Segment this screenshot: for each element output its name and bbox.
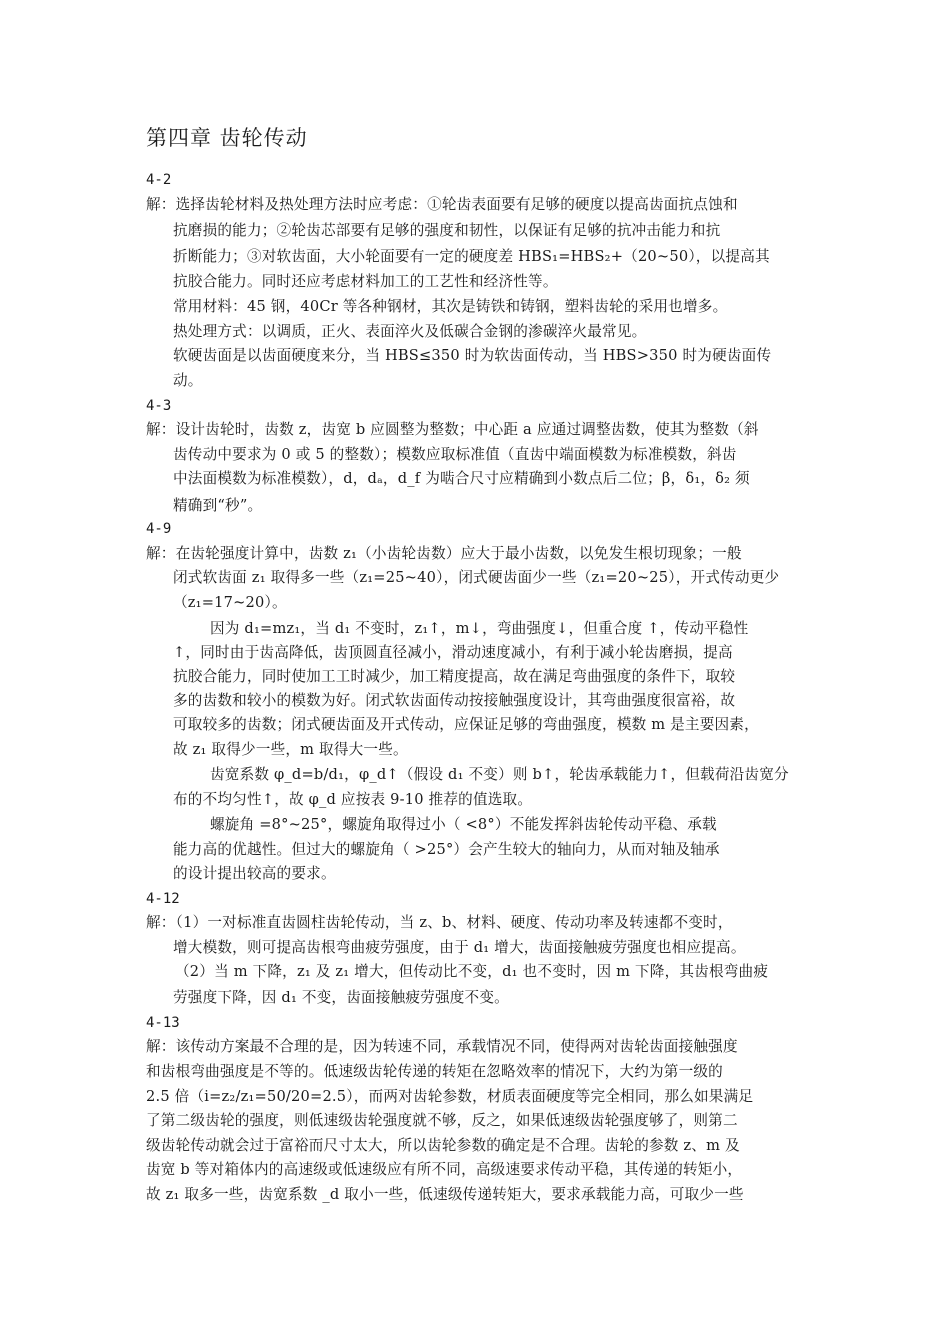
text-line: 齿宽 b 等对箱体内的高速级或低速级应有所不同，高级速要求传动平稳，其传递的转矩小， bbox=[146, 1161, 743, 1178]
text-line: 抗磨损的能力；②轮齿芯部要有足够的强度和韧性，以保证有足够的抗冲击能力和抗 bbox=[173, 222, 721, 239]
text-line: （2）当 m 下降，z₁ 及 z₁ 增大，但传动比不变，d₁ 也不变时，因 m 下降，其齿根弯曲疲 bbox=[175, 963, 769, 980]
text-line: 软硬齿面是以齿面硬度来分，当 HBS≤350 时为软齿面传动，当 HBS>350 时为硬齿面传 bbox=[173, 347, 772, 364]
text-line: 了第二级齿轮的强度，则低速级齿轮强度就不够，反之，如果低速级齿轮强度够了，则第二 bbox=[146, 1112, 738, 1129]
text-line: 故 z₁ 取多一些，齿宽系数 _d 取小一些，低速级传递转矩大，要求承载能力高，可取少一些 bbox=[146, 1186, 744, 1203]
text-line: 折断能力；③对软齿面，大小轮面要有一定的硬度差 HBS₁=HBS₂+（20~50），以提高其 bbox=[173, 248, 770, 265]
text-line: 解：选择齿轮材料及热处理方法时应考虑：①轮齿表面要有足够的硬度以提高齿面抗点蚀和 bbox=[146, 196, 738, 213]
text-line: 精确到“秒”。 bbox=[173, 497, 263, 514]
text-line: ↑，同时由于齿高降低，齿顶圆直径减小，滑动速度减小，有利于减小轮齿磨损，提高 bbox=[173, 644, 733, 661]
text-line: 齿传动中要求为 0 或 5 的整数）；模数应取标准值（直齿中端面模数为标准模数，斜齿 bbox=[173, 446, 737, 463]
text-line: 动。 bbox=[173, 372, 203, 389]
section-number: 4-12 bbox=[146, 891, 180, 907]
text-line: 抗胶合能力。同时还应考虑材料加工的工艺性和经济性等。 bbox=[173, 273, 558, 290]
section-number: 4-2 bbox=[146, 172, 172, 188]
text-line: 常用材料：45 钢，40Cr 等各种钢材，其次是铸铁和铸钢，塑料齿轮的采用也增多。 bbox=[173, 298, 728, 315]
text-line: 能力高的优越性。但过大的螺旋角（ >25°）会产生较大的轴向力，从而对轴及轴承 bbox=[173, 841, 720, 858]
text-line: 多的齿数和较小的模数为好。闭式软齿面传动按接触强度设计，其弯曲强度很富裕，故 bbox=[173, 692, 736, 709]
text-line: 解：（1）一对标准直齿圆柱齿轮传动，当 z、b、材料、硬度、传动功率及转速都不变时， bbox=[146, 914, 733, 931]
text-line: 因为 d₁=mz₁，当 d₁ 不变时，z₁↑，m↓，弯曲强度↓，但重合度 ↑，传动平稳性 bbox=[210, 620, 749, 637]
text-line: （z₁=17~20）。 bbox=[173, 594, 287, 611]
text-line: 螺旋角 =8°~25°，螺旋角取得过小（ <8°）不能发挥斜齿轮传动平稳、承载 bbox=[210, 816, 717, 833]
text-line: 增大模数，则可提高齿根弯曲疲劳强度，由于 d₁ 增大，齿面接触疲劳强度也相应提高。 bbox=[173, 939, 746, 956]
text-line: 级齿轮传动就会过于富裕而尺寸太大，所以齿轮参数的确定是不合理。齿轮的参数 z、m 及 bbox=[146, 1137, 740, 1154]
chapter-title: 第四章 齿轮传动 bbox=[146, 126, 308, 150]
text-line: 劳强度下降，因 d₁ 不变，齿面接触疲劳强度不变。 bbox=[173, 989, 509, 1006]
text-line: 中法面模数为标准模数），d，dₐ，d_f 为啮合尺寸应精确到小数点后二位；β，δ₁，δ₂ 须 bbox=[173, 470, 750, 487]
text-line: 2.5 倍（i=z₂/z₁=50/20=2.5），而两对齿轮参数，材质表面硬度等完全相同，那么如果满足 bbox=[146, 1088, 754, 1105]
text-line: 可取较多的齿数；闭式硬齿面及开式传动，应保证足够的弯曲强度，模数 m 是主要因素， bbox=[173, 716, 759, 733]
text-line: 解：该传动方案最不合理的是，因为转速不同，承载情况不同，使得两对齿轮齿面接触强度 bbox=[146, 1038, 738, 1055]
section-number: 4-3 bbox=[146, 398, 172, 414]
section-number: 4-9 bbox=[146, 521, 172, 537]
text-line: 的设计提出较高的要求。 bbox=[173, 865, 336, 882]
text-line: 抗胶合能力，同时使加工工时减少，加工精度提高，故在满足弯曲强度的条件下，取较 bbox=[173, 668, 736, 685]
text-line: 齿宽系数 φ_d=b/d₁，φ_d↑（假设 d₁ 不变）则 b↑，轮齿承载能力↑，但载荷沿齿宽分 bbox=[210, 766, 789, 783]
text-line: 热处理方式：以调质，正火、表面淬火及低碳合金钢的渗碳淬火最常见。 bbox=[173, 323, 647, 340]
text-line: 和齿根弯曲强度是不等的。低速级齿轮传递的转矩在忽略效率的情况下，大约为第一级的 bbox=[146, 1063, 723, 1080]
section-number: 4-13 bbox=[146, 1015, 180, 1031]
text-line: 解：在齿轮强度计算中，齿数 z₁（小齿轮齿数）应大于最小齿数，以免发生根切现象；一般 bbox=[146, 545, 742, 562]
text-line: 闭式软齿面 z₁ 取得多一些（z₁=25~40），闭式硬齿面少一些（z₁=20~25），开式传动更少 bbox=[173, 569, 780, 586]
text-line: 故 z₁ 取得少一些，m 取得大一些。 bbox=[173, 741, 408, 758]
text-line: 布的不均匀性↑，故 φ_d 应按表 9-10 推荐的值选取。 bbox=[173, 791, 533, 808]
text-line: 解：设计齿轮时，齿数 z，齿宽 b 应圆整为整数；中心距 a 应通过调整齿数，使其为整数（斜 bbox=[146, 421, 759, 438]
